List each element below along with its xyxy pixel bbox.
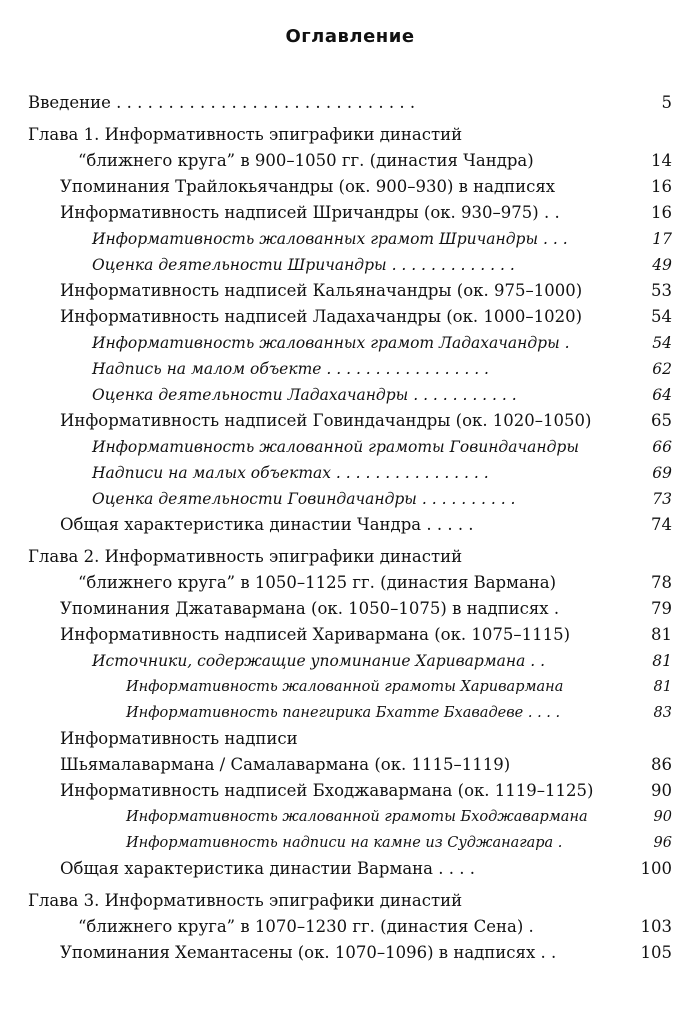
toc-page-number: 86	[651, 755, 672, 774]
toc-entry[interactable]	[0, 434, 700, 460]
toc-entry-title: Общая характеристика династии Чандра . . . . .	[60, 515, 474, 534]
toc-entry-title: Глава 3. Информативность эпиграфики династий	[28, 891, 463, 910]
toc-entry-title: Глава 2. Информативность эпиграфики династий	[28, 547, 463, 566]
toc-entry-title: Информативность надписей Шричандры (ок. 930–975) . .	[60, 203, 560, 222]
toc-entry[interactable]	[0, 252, 700, 278]
toc-entry[interactable]	[0, 856, 700, 882]
toc-entry[interactable]	[0, 200, 700, 226]
toc-page-number: 73	[652, 490, 672, 508]
toc-entry[interactable]	[0, 174, 700, 200]
toc-entry-title: Информативность надписи	[60, 729, 298, 748]
toc-entry[interactable]	[0, 778, 700, 804]
toc-page-number: 53	[651, 281, 672, 300]
toc-entry-title: Информативность надписей Ладахачандры (ок. 1000–1020)	[60, 307, 583, 326]
toc-page-number: 54	[652, 334, 672, 352]
toc-page-number: 64	[652, 386, 672, 404]
toc-entry-title-continuation: Шьямалавармана / Самалавармана (ок. 1115–1119)	[60, 755, 511, 774]
toc-entry[interactable]	[0, 648, 700, 674]
toc-entry[interactable]	[0, 674, 700, 700]
toc-page-number: 79	[651, 599, 672, 618]
toc-entry[interactable]	[0, 304, 700, 330]
toc-entry-title-continuation: “ближнего круга” в 900–1050 гг. (династия Чандра)	[78, 151, 534, 170]
toc-entry-title: Информативность панегирика Бхатте Бхавадеве . . . .	[126, 705, 561, 721]
toc-entry[interactable]	[0, 460, 700, 486]
toc-entry-title: Информативность надписей Харивармана (ок. 1075–1115)	[60, 625, 571, 644]
toc-entry[interactable]	[0, 888, 700, 940]
toc-entry-title: Информативность надписей Кальяначандры (ок. 975–1000)	[60, 281, 583, 300]
toc-entry[interactable]	[0, 940, 700, 966]
toc-page-number: 96	[653, 835, 672, 851]
toc-page-number: 69	[652, 464, 672, 482]
toc-entry[interactable]	[0, 700, 700, 726]
toc-page-number: 100	[640, 859, 672, 878]
toc-entry[interactable]	[0, 726, 700, 778]
toc-entry-title-continuation: “ближнего круга” в 1050–1125 гг. (династия Вармана)	[78, 573, 557, 592]
toc-page-number: 54	[651, 307, 672, 326]
toc-entry-title: Оценка деятельности Говиндачандры . . . . . . . . . .	[92, 490, 516, 508]
toc-entry[interactable]	[0, 486, 700, 512]
toc-entry[interactable]	[0, 90, 700, 116]
toc-page-number: 83	[653, 705, 672, 721]
toc-entry[interactable]	[0, 278, 700, 304]
toc-entry-title: Упоминания Хемантасены (ок. 1070–1096) в надписях . .	[60, 943, 557, 962]
toc-entry-title: Информативность надписей Бходжавармана (ок. 1119–1125)	[60, 781, 594, 800]
toc-entry[interactable]	[0, 596, 700, 622]
toc-entry[interactable]	[0, 512, 700, 538]
toc-page-number: 81	[652, 652, 672, 670]
toc-entry-title: Общая характеристика династии Вармана . . . .	[60, 859, 475, 878]
toc-entry-title: Источники, содержащие упоминание Харивармана . .	[92, 652, 546, 670]
toc-entry-title-continuation: “ближнего круга” в 1070–1230 гг. (династия Сена) .	[78, 917, 534, 936]
toc-entry-title: Информативность надписи на камне из Суджанагара .	[126, 835, 563, 851]
toc-entry[interactable]	[0, 544, 700, 596]
toc-page-number: 14	[651, 151, 672, 170]
toc-page-number: 105	[640, 943, 672, 962]
toc-entry-title: Информативность жалованных грамот Шричандры . . .	[92, 230, 568, 248]
toc-entry[interactable]	[0, 830, 700, 856]
table-of-contents	[0, 90, 700, 966]
toc-entry-title: Оценка деятельности Ладахачандры . . . . . . . . . . .	[92, 386, 517, 404]
toc-entry[interactable]	[0, 382, 700, 408]
toc-page-number: 103	[640, 917, 672, 936]
toc-entry[interactable]	[0, 804, 700, 830]
toc-page-number: 90	[651, 781, 672, 800]
toc-entry[interactable]	[0, 622, 700, 648]
toc-page-number: 49	[652, 256, 672, 274]
toc-page-number: 62	[652, 360, 672, 378]
toc-page-number: 17	[652, 230, 672, 248]
toc-entry-title: Упоминания Джатавармана (ок. 1050–1075) в надписях .	[60, 599, 560, 618]
toc-entry-title: Упоминания Трайлокьячандры (ок. 900–930) в надписях	[60, 177, 556, 196]
toc-entry-title: Глава 1. Информативность эпиграфики династий	[28, 125, 463, 144]
toc-entry-title: Информативность жалованной грамоты Бходжавармана	[126, 809, 588, 825]
toc-page-number: 74	[651, 515, 672, 534]
toc-entry-title: Введение . . . . . . . . . . . . . . . . . . . . . . . . . . . . .	[28, 93, 416, 112]
toc-entry-title: Оценка деятельности Шричандры . . . . . . . . . . . . .	[92, 256, 515, 274]
toc-entry-title: Надписи на малых объектах . . . . . . . . . . . . . . . .	[92, 464, 489, 482]
toc-entry-title: Информативность жалованной грамоты Харивармана	[126, 679, 564, 695]
toc-entry-title: Надпись на малом объекте . . . . . . . . . . . . . . . . .	[92, 360, 489, 378]
toc-entry[interactable]	[0, 408, 700, 434]
toc-page-number: 90	[653, 809, 672, 825]
toc-page-number: 78	[651, 573, 672, 592]
toc-entry[interactable]	[0, 330, 700, 356]
toc-entry-title: Информативность надписей Говиндачандры (ок. 1020–1050)	[60, 411, 592, 430]
toc-page-number: 65	[651, 411, 672, 430]
toc-page-number: 16	[651, 177, 672, 196]
toc-page-number: 5	[661, 93, 672, 112]
toc-entry[interactable]	[0, 122, 700, 174]
page-title: Оглавление	[285, 26, 415, 47]
toc-entry[interactable]	[0, 226, 700, 252]
toc-entry-title: Информативность жалованной грамоты Говиндачандры	[92, 438, 579, 456]
toc-page-number: 81	[651, 625, 672, 644]
toc-entry[interactable]	[0, 356, 700, 382]
toc-page-number: 66	[652, 438, 672, 456]
toc-page-number: 16	[651, 203, 672, 222]
toc-entry-title: Информативность жалованных грамот Ладахачандры .	[92, 334, 570, 352]
toc-page-number: 81	[653, 679, 672, 695]
